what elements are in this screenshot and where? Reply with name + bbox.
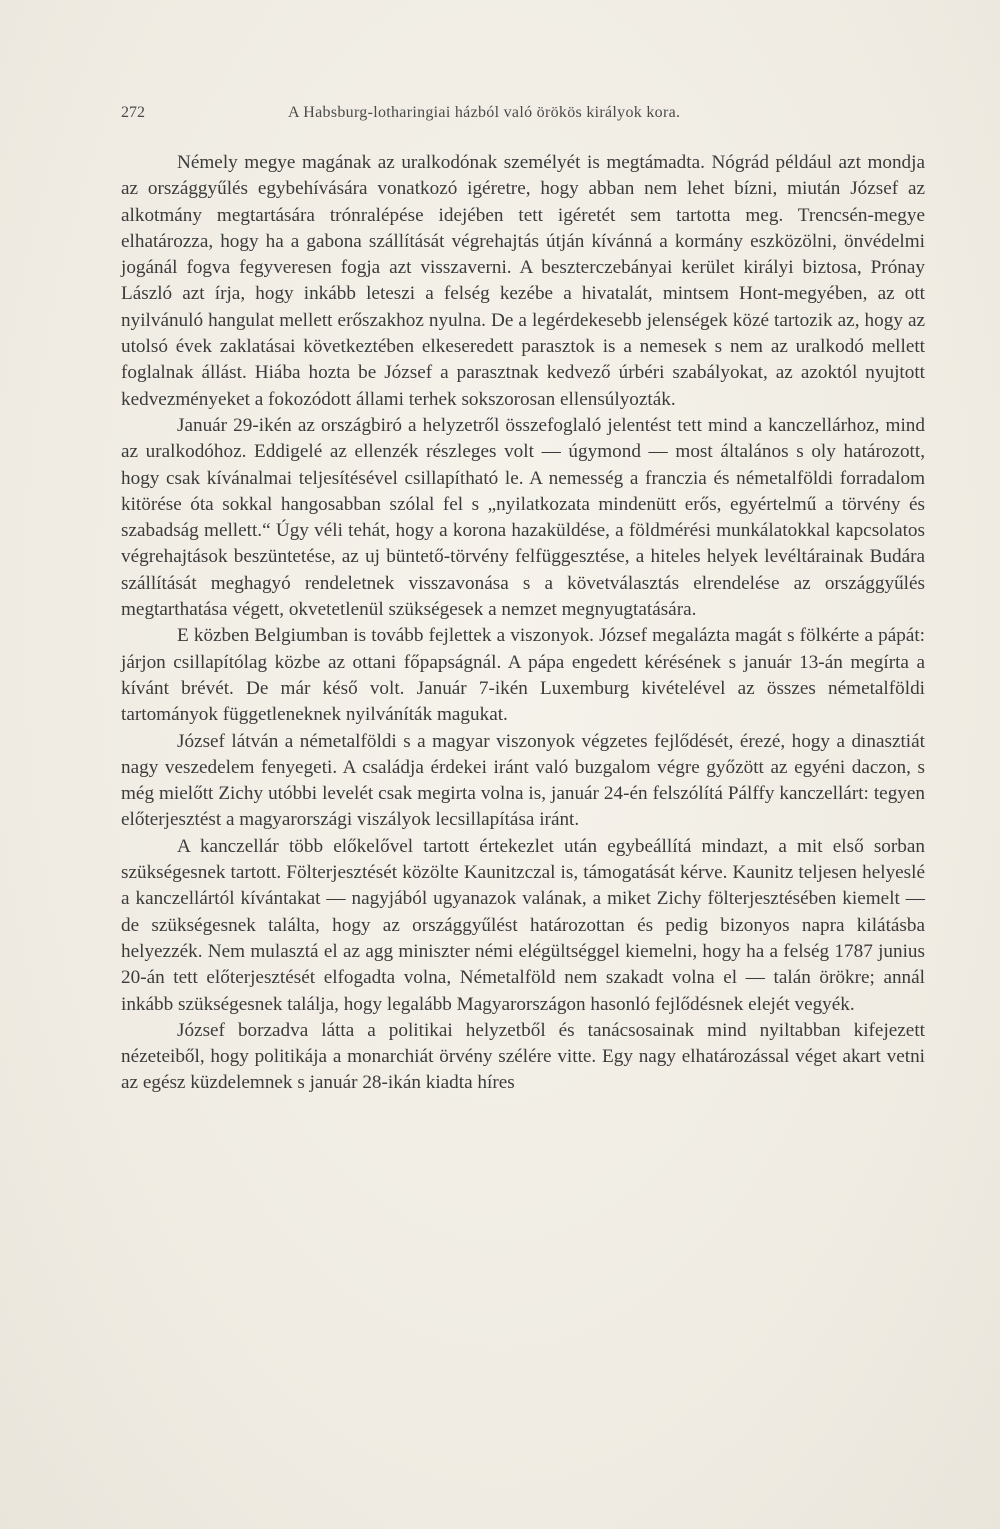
- paragraph: A kanczellár több előkelővel tartott értekezlet után egybeállítá mindazt, a mit első sorban szükségesnek tartott. Fölterjesztését közölte Kaunitzczal is, támogatását kérve. Kaunitz teljesen helyeslé a kanczellártól kívántakat — nagyjából ugyanazok valának, a miket Zichy fölterjesztésében kiemelt — de szükségesnek találta, hogy az országgyűlést határozottan és pedig bizonyos napra kilátásba helyezzék. Nem mulasztá el az agg miniszter némi elégültséggel kiemelni, hogy ha a felség 1787 junius 20-án tett előterjesztését elfogadta volna, Németalföld nem szakadt volna el — talán örökre; annál inkább szükségesnek találja, hogy legalább Magyarországon hasonló fejlődésnek elejét vegyék.: [121, 835, 925, 1015]
- paragraph: József borzadva látta a politikai helyzetből és tanácsosainak mind nyiltabban kifejezett nézeteiből, hogy politikája a monarchiát örvény szélére vitte. Egy nagy elhatározással véget akart vetni az egész küzdelemnek s január 28-ikán kiadta híres: [121, 1019, 925, 1094]
- paragraph: Némely megye magának az uralkodónak személyét is megtámadta. Nógrád például azt mondja az országgyűlés egybehívására vonatkozó igéretre, hogy abban nem lehet bízni, miután József az alkotmány megtartására trónralépése idejében tett igéretét sem tartotta meg. Trencsén-megye elhatározza, hogy ha a gabona szállítását végrehajtás útján kívánná a kormány eszközölni, önvédelmi jogánál fogva fegyveresen fogja azt visszaverni. A beszterczebányai kerület királyi biztosa, Prónay László azt írja, hogy inkább leteszi a felség kezébe a hivatalát, mintsem Hont-megyében, az ott nyilvánuló hangulat mellett erőszakhoz nyulna. De a legérdekesebb jelenségek közé tartozik az, hogy az utolsó évek zaklatásai következtében elkeseredett parasztok is a nemesek s nem az uralkodó mellett foglalnak állást. Hiába hozta be József a parasztnak kedvező úrbéri szabályokat, az azoktól nyujtott kedvezményeket a fokozódott állami terhek sokszorosan ellensúlyozták.: [121, 152, 925, 410]
- paragraph: Január 29-ikén az országbiró a helyzetről összefoglaló jelentést tett mind a kanczellárhoz, mind az uralkodóhoz. Eddigelé az ellenzék részleges volt — úgymond — most általános s oly határozott, hogy csak kívánalmai teljesítésével csillapítható le. A nemesség a franczia és németalföldi forradalom kitörése óta sokkal hangosabban szólal fel s „nyilatkozata mindenütt erős, egyértelmű a törvény és szabadság mellett.“ Úgy véli tehát, hogy a korona hazaküldése, a földmérési munkálatokkal kapcsolatos végrehajtások beszüntetése, az uj büntető-törvény felfüggesztése, a hiteles helyek levéltárainak Budára szállítását meghagyó rendeletnek visszavonása s a követválasztás elrendelése az országgyűlés megtarthatása végett, okvetetlenül szükségesek a nemzet megnyugtatására.: [121, 414, 925, 621]
- body-text: [121, 150, 925, 1097]
- paragraph: József látván a németalföldi s a magyar viszonyok végzetes fejlődését, érezé, hogy a dinasztiát nagy veszedelem fenyegeti. A családja érdekei iránt való buzgalom végre győzött az egyéni daczon, s még mielőtt Zichy utóbbi levelét csak megirta volna is, január 24-én felszólítá Pálffy kanczellárt: tegyen előterjesztést a magyarországi viszályok lecsillapítása iránt.: [121, 730, 925, 831]
- paragraph: E közben Belgiumban is tovább fejlettek a viszonyok. József megalázta magát s fölkérte a pápát: járjon csillapítólag közbe az ottani főpapságnál. A pápa engedett kérésének s január 13-án megírta a kívánt brévét. De már késő volt. Január 7-ikén Luxemburg kivételével az összes németalföldi tartományok függetleneknek nyilváníták magukat.: [121, 625, 925, 726]
- page-header: [121, 104, 925, 128]
- page-number: 272: [121, 104, 145, 121]
- running-title: A Habsburg-lotharingiai házból való örökös királyok kora.: [288, 104, 681, 121]
